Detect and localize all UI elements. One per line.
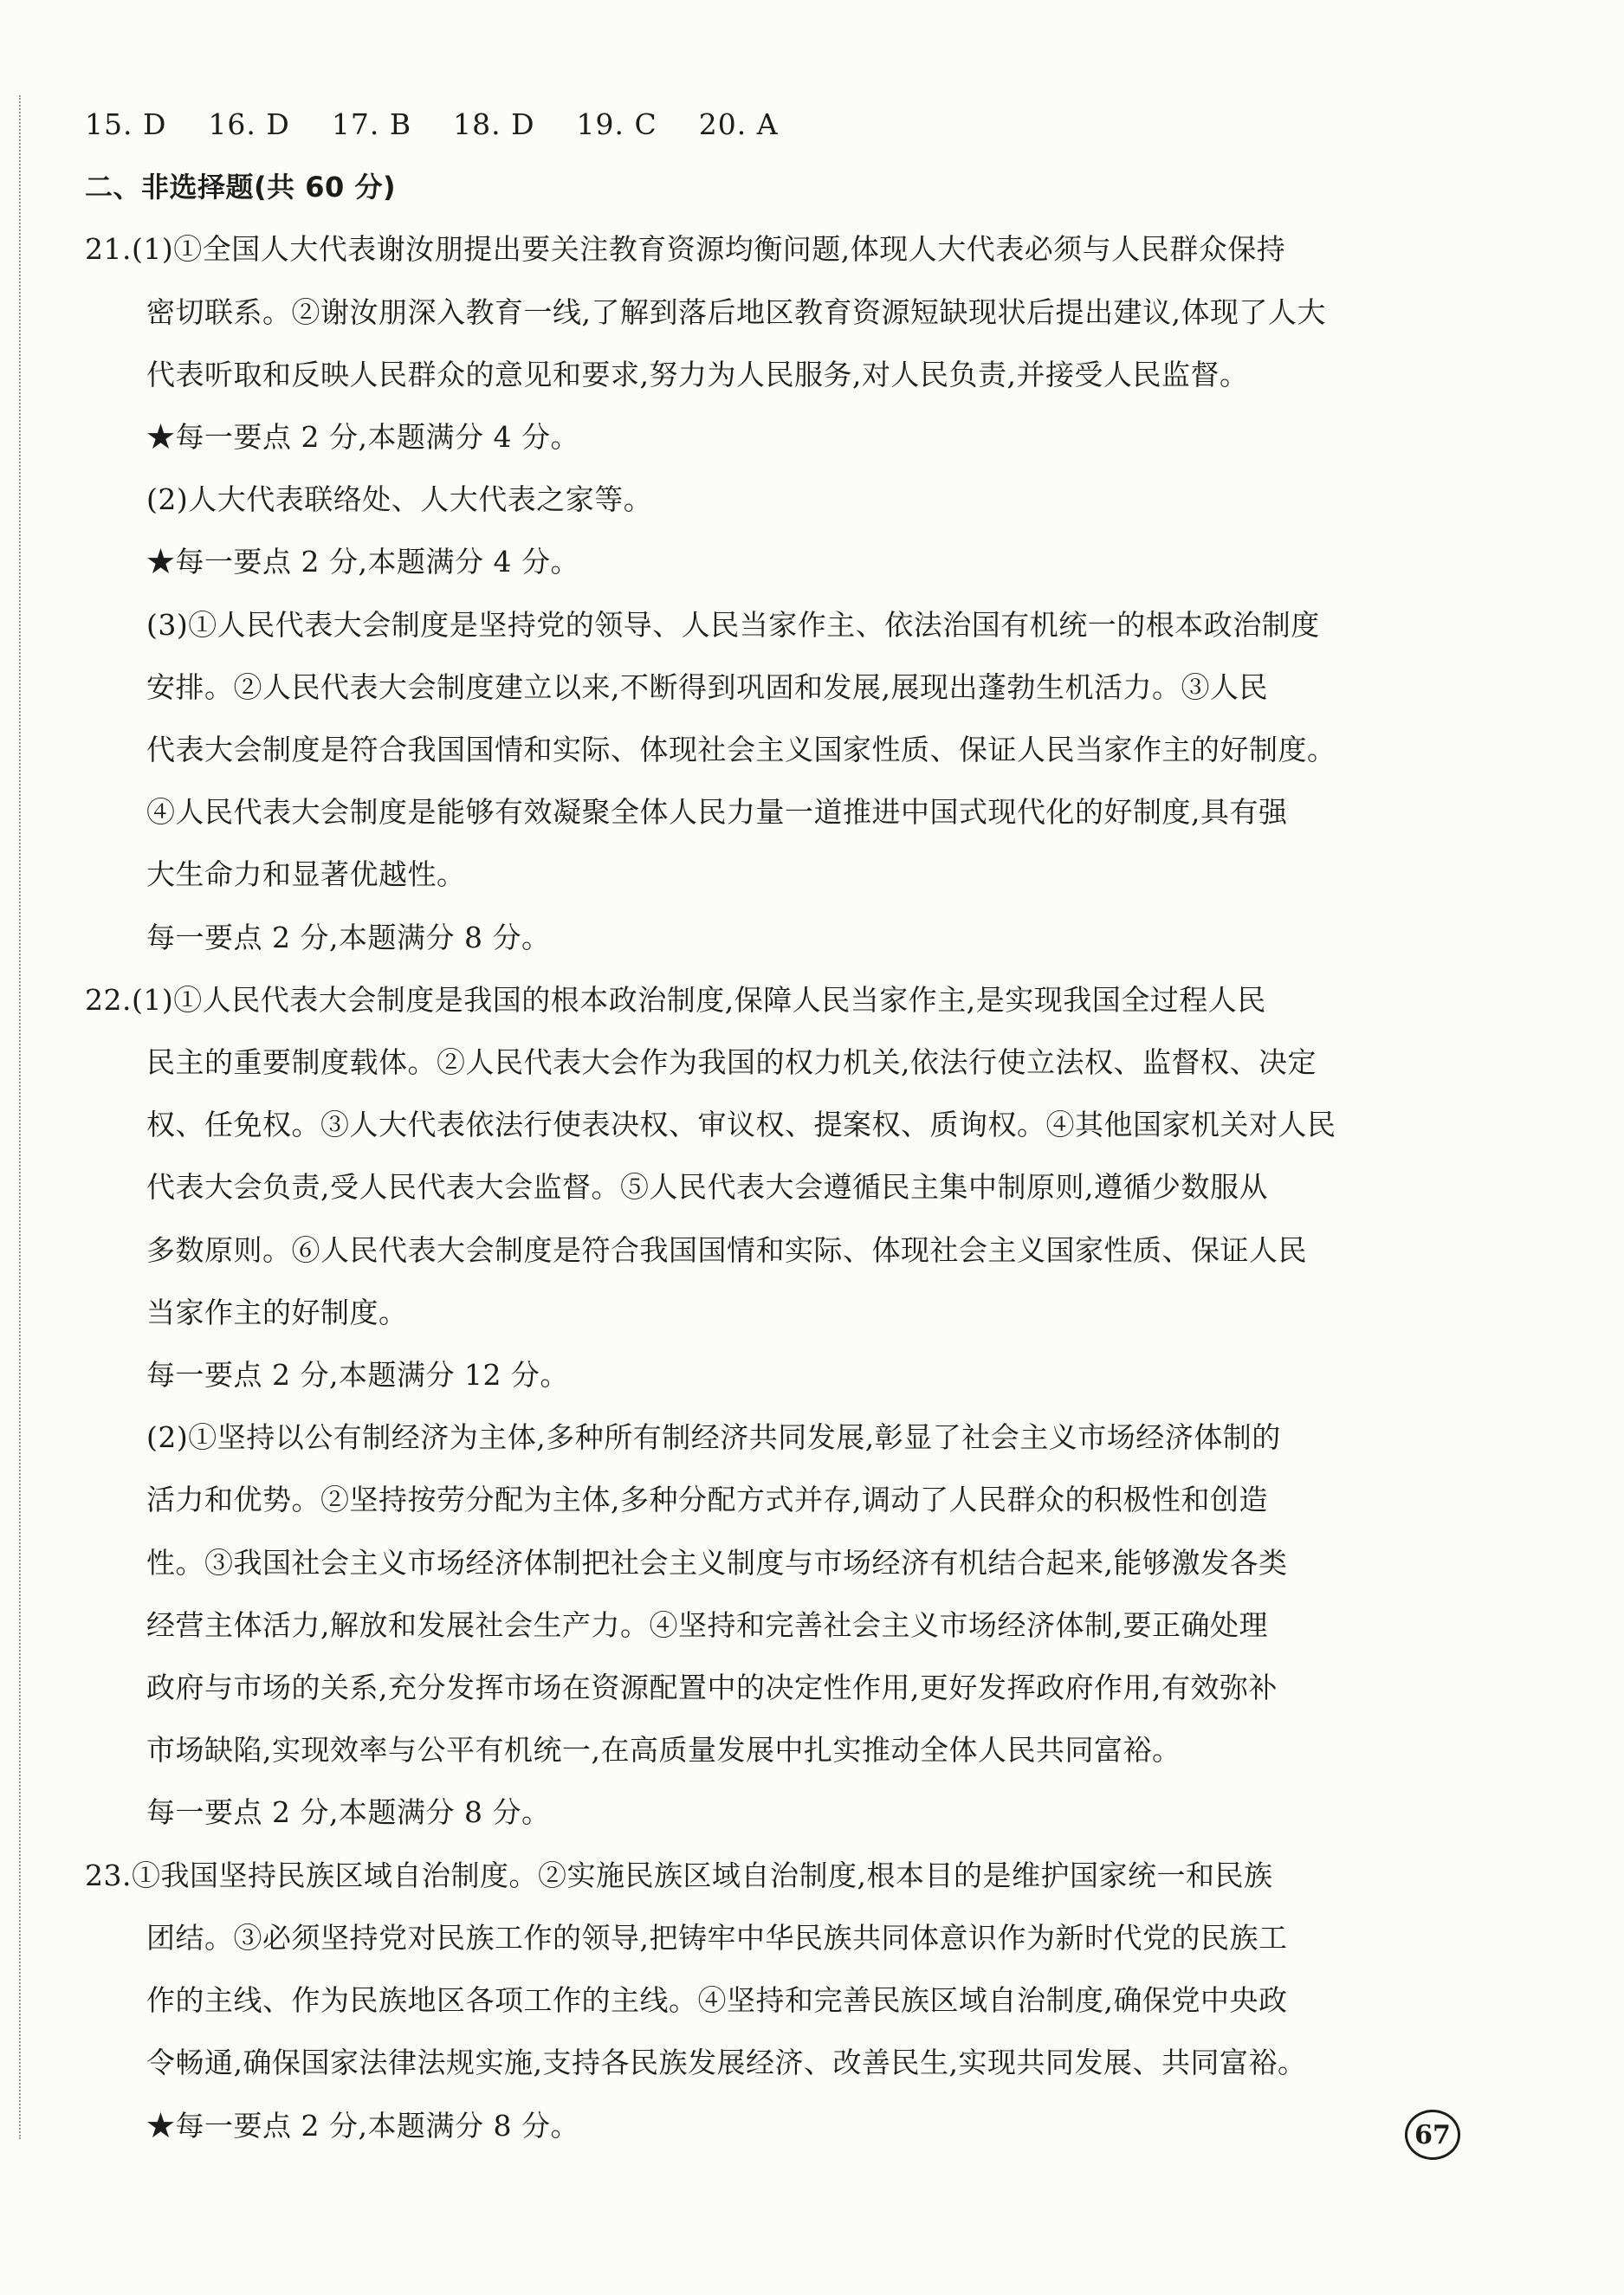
q22-text-line: 民主的重要制度载体。②人民代表大会作为我国的权力机关,依法行使立法权、监督权、决定 <box>146 1045 1317 1080</box>
q22-text-line: 活力和优势。②坚持按劳分配为主体,多种分配方式并存,调动了人民群众的积极性和创造 <box>146 1483 1268 1517</box>
choice-answers-row <box>85 94 1464 156</box>
q23-text-line: 团结。③必须坚持党对民族工作的领导,把铸牢中华民族共同体意识作为新时代党的民族工 <box>146 1920 1288 1955</box>
page-number-badge: 67 <box>1405 2110 1460 2160</box>
q23-score-note: ★每一要点 2 分,本题满分 8 分。 <box>146 2108 579 2143</box>
q22-text-line: 当家作主的好制度。 <box>146 1295 408 1329</box>
answer-page <box>85 94 1464 2157</box>
q21-text-line: 密切联系。②谢汝朋深入教育一线,了解到落后地区教育资源短缺现状后提出建议,体现了人大 <box>146 294 1326 329</box>
choice-answer: 16. D <box>208 107 290 141</box>
margin-dotted-rule <box>19 95 21 2139</box>
q21-text-line: ④人民代表大会制度是能够有效凝聚全体人民力量一道推进中国式现代化的好制度,具有强 <box>146 795 1288 830</box>
q22-text-line: 22.(1)①人民代表大会制度是我国的根本政治制度,保障人民当家作主,是实现我国全过程人民 <box>85 982 1266 1017</box>
choice-answer: 18. D <box>453 107 535 141</box>
q21-text-line: (3)①人民代表大会制度是坚持党的领导、人民当家作主、依法治国有机统一的根本政治制度 <box>146 607 1320 642</box>
q22-text-line: 政府与市场的关系,充分发挥市场在资源配置中的决定性作用,更好发挥政府作用,有效弥补 <box>146 1671 1278 1705</box>
choice-answer: 20. A <box>698 107 779 141</box>
choice-answer: 17. B <box>331 107 412 141</box>
section-title: 二、非选择题(共 60 分) <box>85 171 397 204</box>
q22-score-note: 每一要点 2 分,本题满分 8 分。 <box>146 1795 551 1830</box>
q22-text-line: 经营主体活力,解放和发展社会生产力。④坚持和完善社会主义市场经济体制,要正确处理 <box>146 1607 1268 1642</box>
q22-text-line: 代表大会负责,受人民代表大会监督。⑤人民代表大会遵循民主集中制原则,遵循少数服从 <box>146 1170 1268 1205</box>
q22-text-line: 市场缺陷,实现效率与公平有机统一,在高质量发展中扎实推动全体人民共同富裕。 <box>146 1733 1181 1768</box>
q21-text-line: 代表听取和反映人民群众的意见和要求,努力为人民服务,对人民负责,并接受人民监督。 <box>146 357 1249 391</box>
q21-text-line: 安排。②人民代表大会制度建立以来,不断得到巩固和发展,展现出蓬勃生机活力。③人民 <box>146 669 1268 704</box>
q23-text-line: 令畅通,确保国家法律法规实施,支持各民族发展经济、改善民生,实现共同发展、共同富裕。 <box>146 2046 1307 2080</box>
q21-text-line: 21.(1)①全国人大代表谢汝朋提出要关注教育资源均衡问题,体现人大代表必须与人民群众保持 <box>85 232 1286 267</box>
q21-text-line: 大生命力和显著优越性。 <box>146 857 466 892</box>
choice-answer: 15. D <box>85 107 167 141</box>
q21-score-note: 每一要点 2 分,本题满分 8 分。 <box>146 920 551 954</box>
q21-text-line: 代表大会制度是符合我国国情和实际、体现社会主义国家性质、保证人民当家作主的好制度。 <box>146 733 1336 767</box>
q22-text-line: (2)①坚持以公有制经济为主体,多种所有制经济共同发展,彰显了社会主义市场经济体制的 <box>146 1420 1281 1455</box>
q21-score-note: ★每一要点 2 分,本题满分 4 分。 <box>146 420 579 455</box>
q22-text-line: 权、任免权。③人大代表依法行使表决权、审议权、提案权、质询权。④其他国家机关对人民 <box>146 1108 1336 1142</box>
q21-text-line: (2)人大代表联络处、人大代表之家等。 <box>146 482 653 517</box>
choice-answer: 19. C <box>576 107 657 141</box>
q23-text-line: 23.①我国坚持民族区域自治制度。②实施民族区域自治制度,根本目的是维护国家统一和民族 <box>85 1858 1273 1892</box>
q21-score-note: ★每一要点 2 分,本题满分 4 分。 <box>146 545 579 579</box>
q22-score-note: 每一要点 2 分,本题满分 12 分。 <box>146 1358 569 1393</box>
q22-text-line: 多数原则。⑥人民代表大会制度是符合我国国情和实际、体现社会主义国家性质、保证人民 <box>146 1232 1307 1267</box>
q22-text-line: 性。③我国社会主义市场经济体制把社会主义制度与市场经济有机结合起来,能够激发各类 <box>146 1545 1288 1580</box>
q23-text-line: 作的主线、作为民族地区各项工作的主线。④坚持和完善民族区域自治制度,确保党中央政 <box>146 1983 1288 2018</box>
